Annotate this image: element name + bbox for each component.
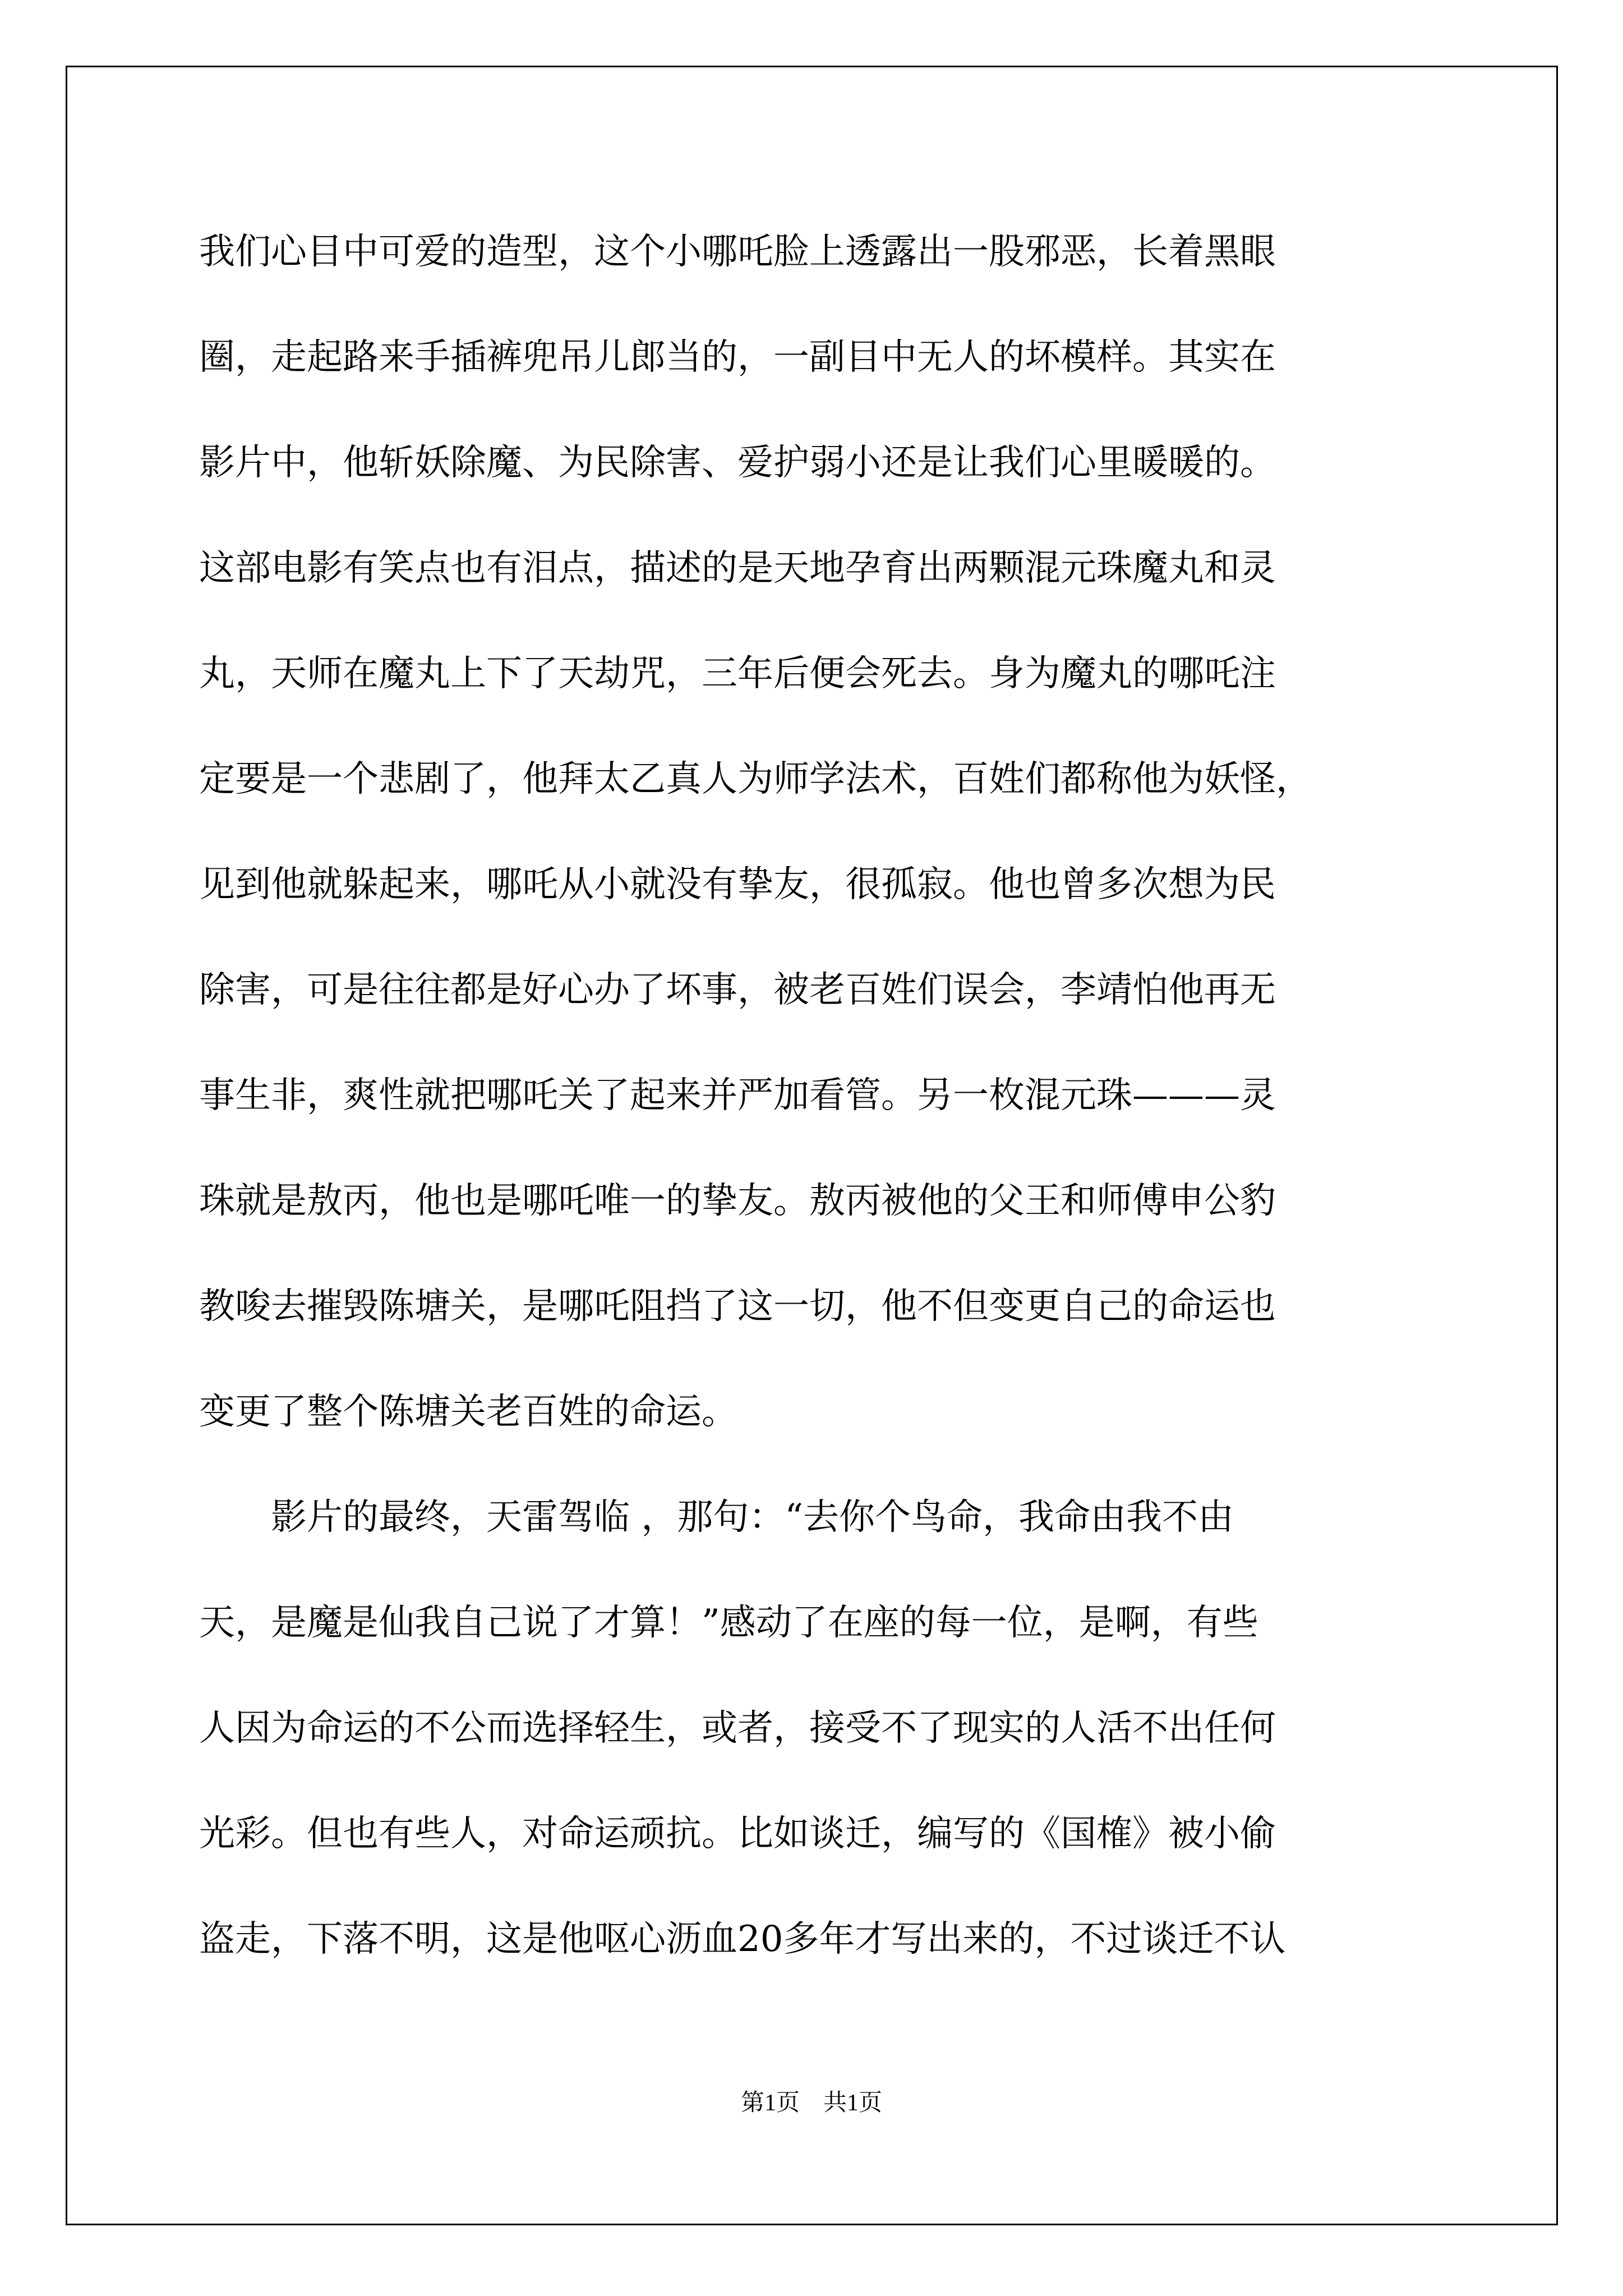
page-footer: 第1页 共1页 xyxy=(740,2090,882,2116)
text-line: 天，是魔是仙我自己说了才算！”感动了在座的每一位，是啊，有些 xyxy=(199,1602,1258,1644)
text-line: 见到他就躲起来，哪吒从小就没有挚友，很孤寂。他也曾多次想为民 xyxy=(199,864,1276,905)
text-line: 丸，天师在魔丸上下了天劫咒，三年后便会死去。身为魔丸的哪吒注 xyxy=(199,653,1276,694)
text-line: 人因为命运的不公而选择轻生，或者，接受不了现实的人活不出任何 xyxy=(199,1708,1276,1749)
text-line: 除害，可是往往都是好心办了坏事，被老百姓们误会，李靖怕他再无 xyxy=(199,969,1276,1011)
text-line: 盗走，下落不明，这是他呕心沥血20多年才写出来的，不过谈迁不认 xyxy=(199,1918,1286,1960)
text-line: 影片的最终，天雷驾临 ，那句：“去你个鸟命，我命由我不由 xyxy=(199,1497,1234,1538)
document-body xyxy=(199,199,1433,1992)
text-line: 定要是一个悲剧了，他拜太乙真人为师学法术，百姓们都称他为妖怪， xyxy=(199,758,1312,800)
text-line: 变更了整个陈塘关老百姓的命运。 xyxy=(199,1391,737,1433)
text-line: 教唆去摧毁陈塘关，是哪吒阻挡了这一切，他不但变更自己的命运也 xyxy=(199,1286,1276,1327)
text-line: 这部电影有笑点也有泪点，描述的是天地孕育出两颗混元珠魔丸和灵 xyxy=(199,547,1276,589)
text-line: 事生非，爽性就把哪吒关了起来并严加看管。另一枚混元珠———灵 xyxy=(199,1075,1276,1116)
text-line: 珠就是敖丙，他也是哪吒唯一的挚友。敖丙被他的父王和师傅申公豹 xyxy=(199,1180,1276,1222)
text-line: 圈，走起路来手插裤兜吊儿郎当的，一副目中无人的坏模样。其实在 xyxy=(199,337,1276,378)
text-line: 我们心目中可爱的造型，这个小哪吒脸上透露出一股邪恶，长着黑眼 xyxy=(199,231,1276,273)
text-line: 影片中，他斩妖除魔、为民除害、爱护弱小还是让我们心里暖暖的。 xyxy=(199,442,1276,484)
text-line: 光彩。但也有些人，对命运顽抗。比如谈迁，编写的《国榷》被小偷 xyxy=(199,1813,1276,1855)
